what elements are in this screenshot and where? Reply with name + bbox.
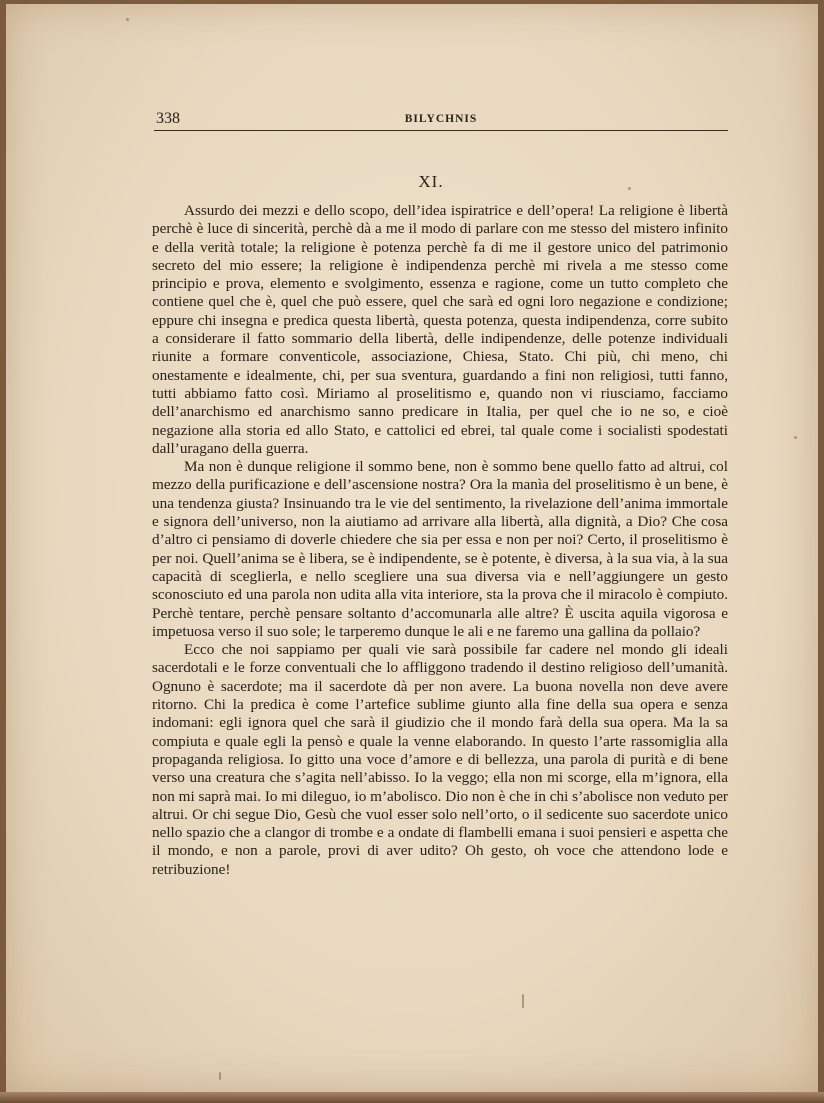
page-header: [154, 110, 728, 131]
book-page: [6, 4, 818, 1092]
page-number: 338: [156, 110, 180, 127]
page-bottom-edge: [0, 1092, 824, 1103]
running-head: BILYCHNIS: [404, 113, 478, 125]
body-text: [152, 202, 728, 879]
section-title: XI.: [418, 172, 444, 191]
paragraph: Ecco che noi sappiamo per quali vie sarà possibile far cadere nel mondo gli ideali sacerdotali e le forze conventuali che lo affliggono tradendo il destino religioso dell’umanità. Ognuno è sacerdote; ma il sacerdote dà per non avere. La buona novella non deve avere ritorno. Chi la predica è come l’artefice sublime giunto alla fine della sua opera e senza indomani: egli ignora quel che sarà il giudizio che il mondo farà della sua opera. Ma la sa compiuta e quale egli la pensò e quale la venne elaborando. In questo l’arte rassomiglia alla propaganda religiosa. Io gitto una voce d’amore e di bellezza, una parola di purità e di bene verso una creatura che s’agita nell’abisso. Io la veggo; ella non mi scorge, ella m’ignora, ella non mi saprà mai. Io mi dileguo, io m’abolisco. Dio non è che in chi s’abolisce non veduto per altrui. Or chi segue Dio, Gesù che vuol esser solo nell’orto, o il sedicente suo sacerdote unico nello spazio che a clangor di trombe e a ondate di flambelli emana i suoi pensieri e aspetta che il mondo, e non a parole, provi di aver udito? Oh gesto, oh voce che attendono lode e retribuzione!: [152, 641, 728, 878]
paragraph: Ma non è dunque religione il sommo bene, non è sommo bene quello fatto ad altrui, col mezzo della purificazione e dell’ascensione nostra? Ora la manìa del proselitismo è un bene, è una tendenza giusta? Insinuando tra le vie del sentimento, la rivelazione dell’anima immortale e signora dell’universo, non la aiutiamo ad arrivare alla libertà, alla dignità, a Dio? Che cosa d’altro ci pensiamo di doverle chiedere che sia per essa e non per noi? Certo, il proselitismo è per noi. Quell’anima se è libera, se è indipendente, se è potente, è diversa, à la sua via, à la sua capacità di sceglierla, e nello scegliere una sua diversa via e nell’aggiungere un gesto sconosciuto ed una parola non udita alla vita interiore, sta la prova che il miracolo è compiuto. Perchè tentare, perchè pensare soltanto d’accomunarla alle altre? È uscita aquila vigorosa e impetuosa verso il suo sole; le tarperemo dunque le ali e ne faremo una gallina da pollaio?: [152, 458, 728, 640]
paper-speck: [794, 436, 797, 439]
paper-speck: [219, 1072, 221, 1080]
paper-speck: [628, 187, 631, 190]
paper-speck: [126, 18, 129, 21]
paragraph: Assurdo dei mezzi e dello scopo, dell’idea ispiratrice e dell’opera! La religione è libertà perchè è luce di sincerità, perchè dà a me il modo di parlare con me stesso del mistero infinito e della verità totale; la religione è potenza perchè fa di me il gestore unico del patrimonio secreto del mio essere; la religione è indipendenza perchè mi rivela a me stesso come principio e prova, elemento e svolgimento, essenza e ragione, come un tutto completo che contiene quel che è, quel che può essere, quel che sarà ed ogni loro negazione e condizione; eppure chi insegna e predica questa libertà, questa potenza, questa indipendenza, corre subito a considerare il fatto sommario della libertà, delle indipendenze, delle potenze individuali riunite a formare conventicole, associazione, Chiesa, Stato. Chi più, chi meno, chi onestamente e idealmente, chi, per sua sventura, guardando a fini non religiosi, tutti fanno, tutti abbiamo fatto così. Miriamo al proselitismo e, quando non vi riusciamo, facciamo dell’anarchismo ed anarchismo sanno predicare in Italia, per quel che io ne so, e cioè negazione alla storia ed allo Stato, e cattolici ed ebrei, tal quale come i socialisti spodestati dall’uragano della guerra.: [152, 202, 728, 457]
paper-speck: [522, 994, 524, 1008]
